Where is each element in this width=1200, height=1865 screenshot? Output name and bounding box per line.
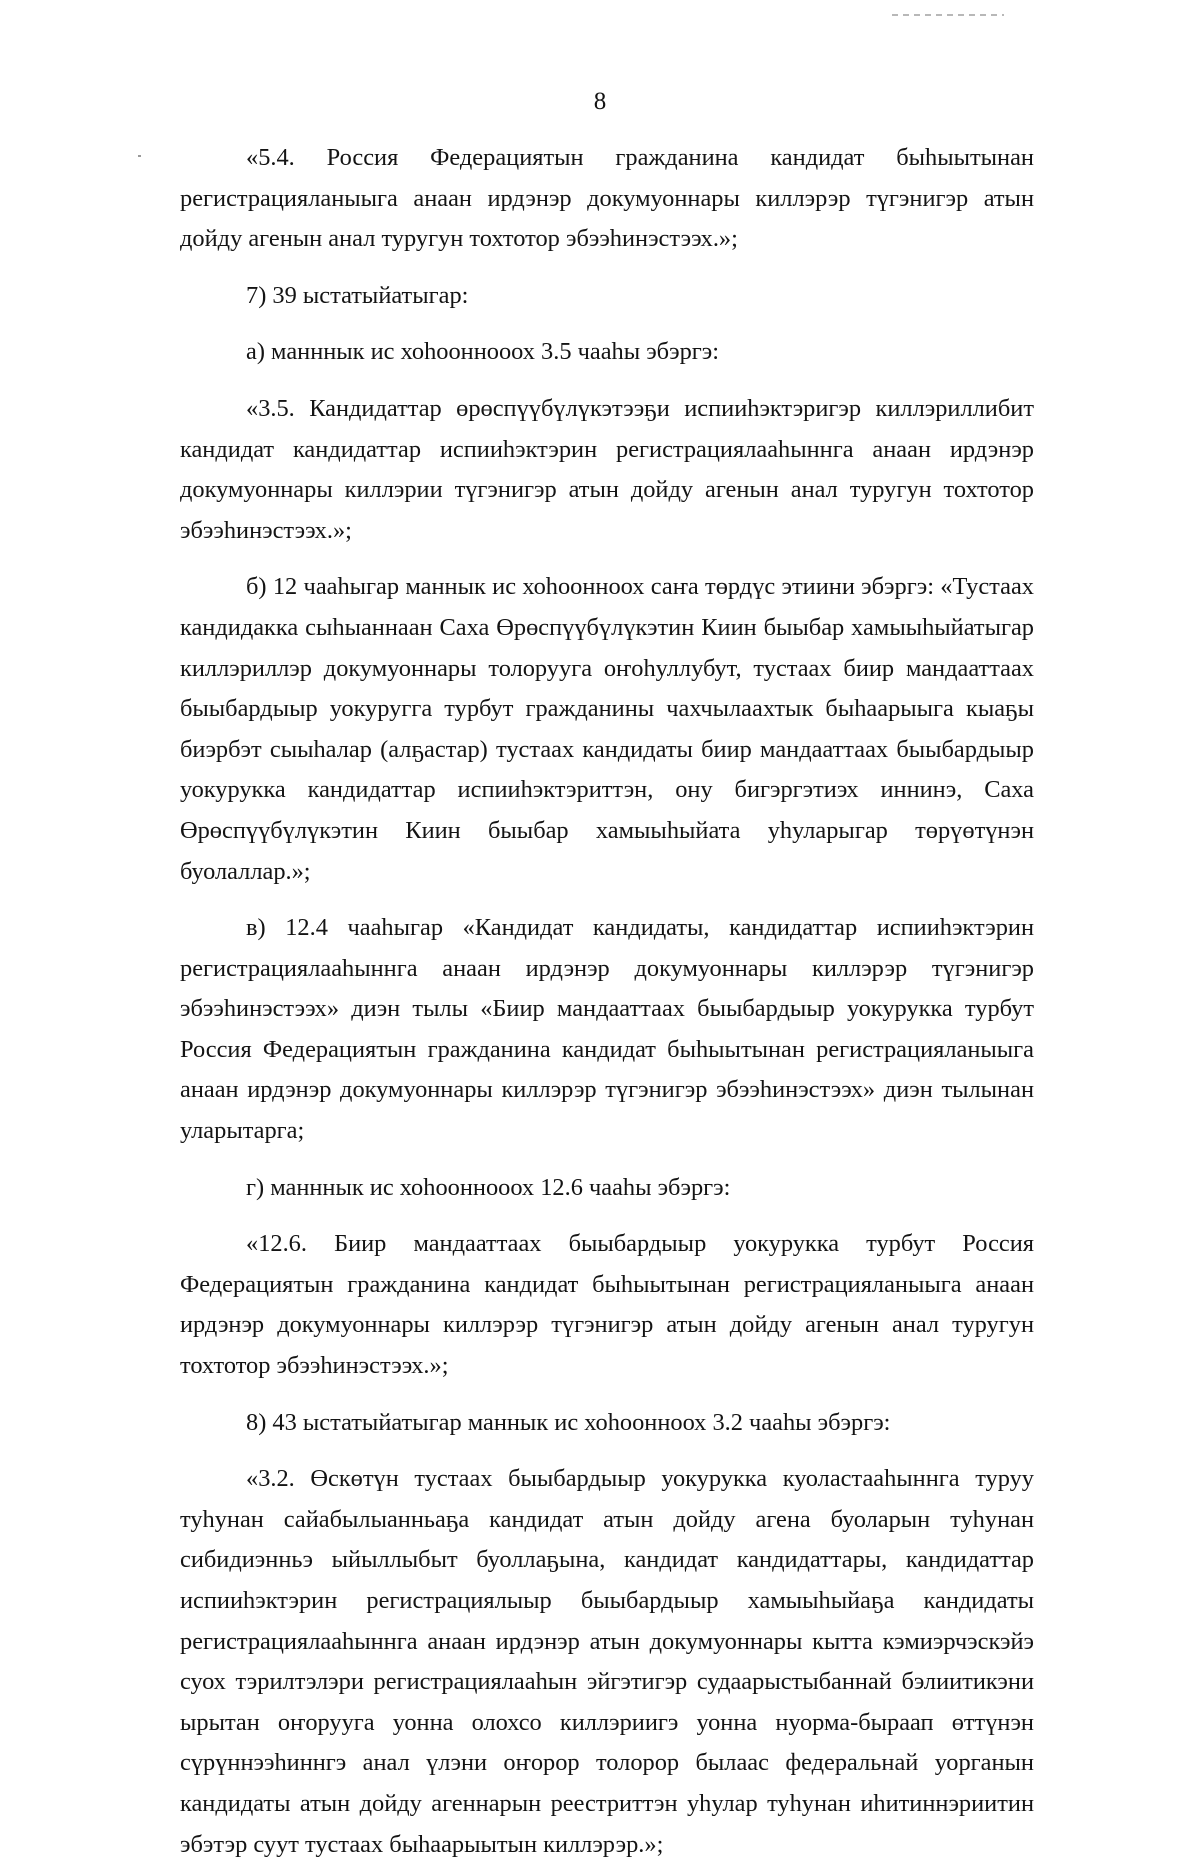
page-number: 8: [593, 88, 607, 115]
paragraph-12-6: «12.6. Биир мандааттаах быыбардыыр уокурукка турбут Россия Федерациятын гражданина кандидат быһыытынан регистрацияланыыга анаан ирдэнэр докумуоннары киллэрэр түгэнигэр атын дойду агенын анал туругун тохтотор эбээһинэстээх.»;: [180, 1230, 1034, 1380]
scan-artifact-dot: [138, 155, 141, 157]
paragraph-a: а) манннык ис хоһооннооох 3.5 чааһы эбэргэ:: [246, 338, 720, 366]
paragraph-article-43: 8) 43 ыстатыйатыгар маннык ис хоһоонноох 3.2 чааһы эбэргэ:: [246, 1408, 891, 1436]
paragraph-article-39: 7) 39 ыстатыйатыгар:: [246, 281, 469, 309]
paragraph-5-4: «5.4. Россия Федерациятын гражданина кандидат быһыытынан регистрацияланыыга анаан ирдэнэр докумуоннары киллэрэр түгэнигэр атын дойду агенын анал туругун тохтотор эбээһинэстээх.»;: [180, 144, 1034, 253]
paragraph-3-2: «3.2. Өскөтүн тустаах быыбардыыр уокурукка куоластааһыннга туруу туһунан сайабылыанньаҕа кандидат атын дойду агена буоларын туһунан сибидиэнньэ ыйыллыбыт буоллаҕына, кандидат кандидаттары, кандидаттар испииһэктэрин регистрациялыыр быыбардыыр хамыыһыйаҕа кандидаты регистрациялааһыннга анаан ирдэнэр атын докумуоннары кытта кэмиэрчэскэйэ суох тэрилтэлэри регистрациялааһын эйгэтигэр судаарыстыбаннай бэлиитикэни ырытан оҥорууга уонна олохсо киллэриигэ уонна нуорма-быраап өттүнэн сүрүннээһиннгэ анал үлэни оҥорор толорор былаас федеральнай уорганын кандидаты атын дойду агеннарын реестриттэн уһулар туһунан иһитиннэриитин эбэтэр суут тустаах быһаарыытын киллэрэр.»;: [180, 1465, 1034, 1858]
document-body: [180, 138, 1034, 1865]
paragraph-3-5: «3.5. Кандидаттар өрөспүүбүлүкэтээҕи испииһэктэригэр киллэриллибит кандидат кандидаттар испииһэктэрин регистрациялааһыннга анаан ирдэнэр докумуоннары киллэрии түгэнигэр атын дойду агенын анал туругун тохтотор эбээһинэстээх.»;: [180, 394, 1034, 544]
paragraph-g: г) манннык ис хоһооннооох 12.6 чааһы эбэргэ:: [246, 1173, 731, 1201]
paragraph-b: б) 12 чааһыгар маннык ис хоһоонноох саҥа төрдүс этиини эбэргэ: «Тустаах кандидакка сыһыаннаан Саха Өрөспүүбүлүкэтин Киин быыбар хамыыһыйатыгар киллэриллэр докумуоннары толорууга оҥоһуллубут, тустаах биир мандааттаах быыбардыыр уокуругга турбут гражданины чахчылаахтык быһаарыыга кыаҕы биэрбэт сыыһалар (алҕастар) тустаах кандидаты биир мандааттаах быыбардыыр уокурукка кандидаттар испииһэктэриттэн, ону бигэргэтиэх иннинэ, Саха Өрөспүүбүлүкэтин Киин быыбар хамыыһыйата уһуларыгар төрүөтүнэн буолаллар.»;: [180, 573, 1034, 885]
paragraph-v: в) 12.4 чааһыгар «Кандидат кандидаты, кандидаттар испииһэктэрин регистрациялааһыннга анаан ирдэнэр докумуоннары киллэрэр түгэнигэр эбээһинэстээх» диэн тылы «Биир мандааттаах быыбардыыр уокурукка турбут Россия Федерациятын гражданина кандидат быһыытынан регистрацияланыыга анаан ирдэнэр докумуоннары киллэрэр түгэнигэр эбээһинэстээх» диэн тылынан уларытарга;: [180, 914, 1034, 1145]
scan-artifact: [892, 14, 1004, 16]
